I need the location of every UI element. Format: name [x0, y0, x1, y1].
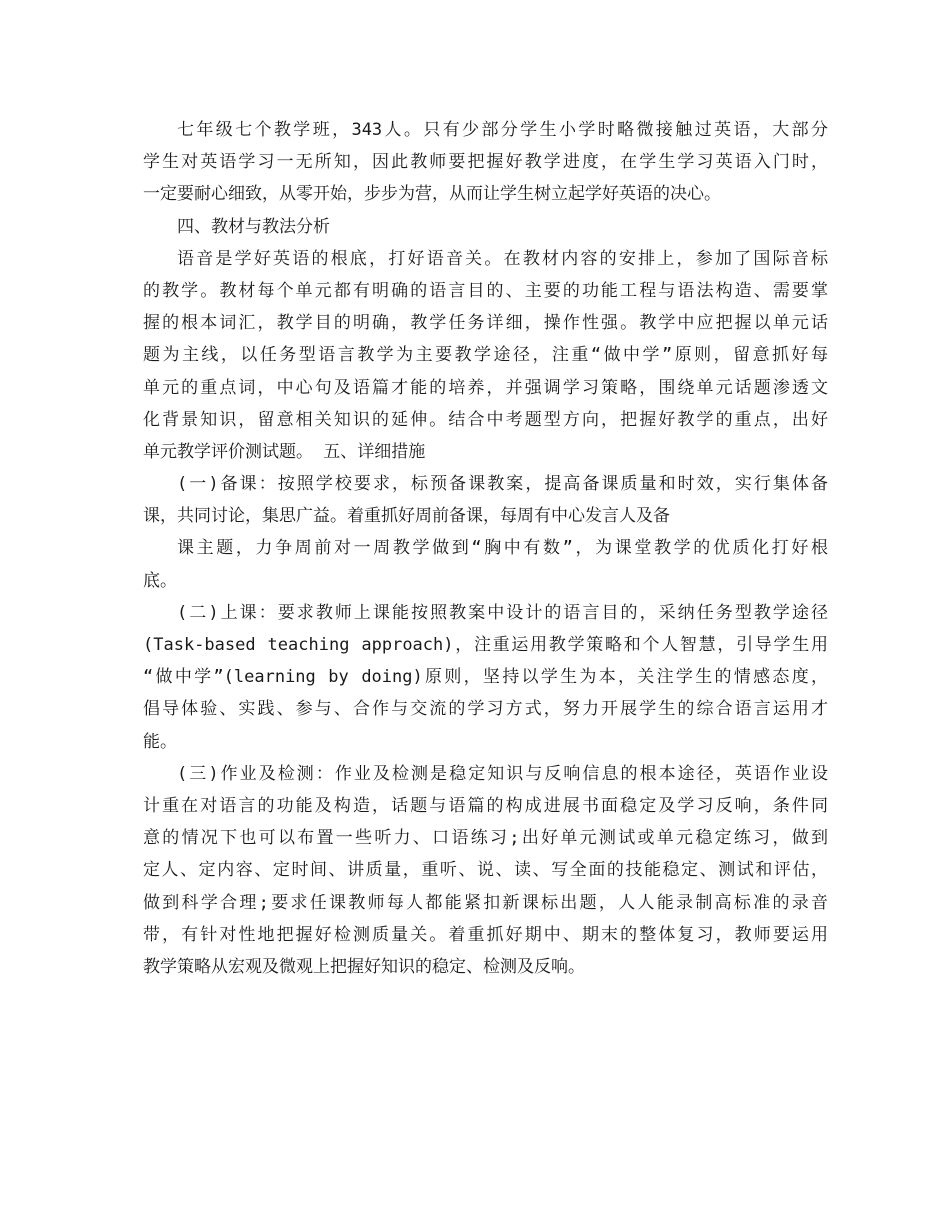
text-line: 计重在对语言的功能及构造，话题与语篇的构成进展书面稳定及学习反响，条件同 — [143, 795, 828, 816]
text-line: 做到科学合理;要求任课教师每人都能紧扣新课标出题，人人能录制高标准的录音 — [143, 892, 828, 913]
text-line: 课，共同讨论，集思广益。着重抓好周前备课，每周有中心发言人及备 — [143, 506, 670, 527]
text-line: (三)作业及检测：作业及检测是稳定知识与反响信息的根本途径，英语作业设 — [177, 763, 828, 784]
text-line: 教学策略从宏观及微观上把握好知识的稳定、检测及反响。 — [143, 956, 585, 977]
text-line: 握的根本词汇，教学目的明确，教学任务详细，操作性强。教学中应把握以单元话 — [143, 313, 828, 334]
text-line: “做中学”(learning by doing)原则，坚持以学生为本，关注学生的情感态度， — [143, 667, 828, 688]
text-line: (Task-based teaching approach)，注重运用教学策略和个人智慧，引导学生用 — [143, 635, 828, 655]
text-line: 题为主线，以任务型语言教学为主要教学途径，注重“做中学”原则，留意抓好每 — [143, 345, 828, 366]
text-line: 意的情况下也可以布置一些听力、口语练习;出好单元测试或单元稳定练习，做到 — [143, 828, 828, 849]
text-line: (二)上课：要求教师上课能按照教案中设计的语言目的，采纳任务型教学途径 — [177, 602, 828, 623]
text-line: 七年级七个教学班，343人。只有少部分学生小学时略微接触过英语，大部分 — [177, 120, 828, 140]
text-line: 单元的重点词，中心句及语篇才能的培养，并强调学习策略，围绕单元话题渗透文 — [143, 377, 828, 398]
text-line: 倡导体验、实践、参与、合作与交流的学习方式，努力开展学生的综合语言运用才 — [143, 699, 828, 720]
text-line: 语音是学好英语的根底，打好语音关。在教材内容的安排上，参加了国际音标 — [177, 248, 828, 269]
text-line: 能。 — [143, 731, 177, 752]
document-body — [143, 114, 828, 983]
text-line: 定人、定内容、定时间、讲质量，重听、说、读、写全面的技能稳定、测试和评估， — [143, 860, 828, 881]
text-line: 四、教材与教法分析 — [177, 216, 330, 237]
text-line: 课主题，力争周前对一周教学做到“胸中有数”，为课堂教学的优质化打好根 — [177, 538, 828, 559]
text-line: 底。 — [143, 570, 177, 591]
text-line: 学生对英语学习一无所知，因此教师要把握好教学进度，在学生学习英语入门时， — [143, 152, 828, 173]
text-line: 的教学。教材每个单元都有明确的语言目的、主要的功能工程与语法构造、需要掌 — [143, 280, 828, 301]
text-line: 单元教学评价测试题。 五、详细措施 — [143, 441, 426, 462]
text-line: 带，有针对性地把握好检测质量关。着重抓好期中、期末的整体复习，教师要运用 — [143, 924, 828, 945]
text-line: 化背景知识，留意相关知识的延伸。结合中考题型方向，把握好教学的重点，出好 — [143, 409, 828, 430]
text-line: 一定要耐心细致，从零开始，步步为营，从而让学生树立起学好英语的决心。 — [143, 184, 721, 205]
text-line: (一)备课：按照学校要求，标预备课教案，提高备课质量和时效，实行集体备 — [177, 474, 828, 495]
